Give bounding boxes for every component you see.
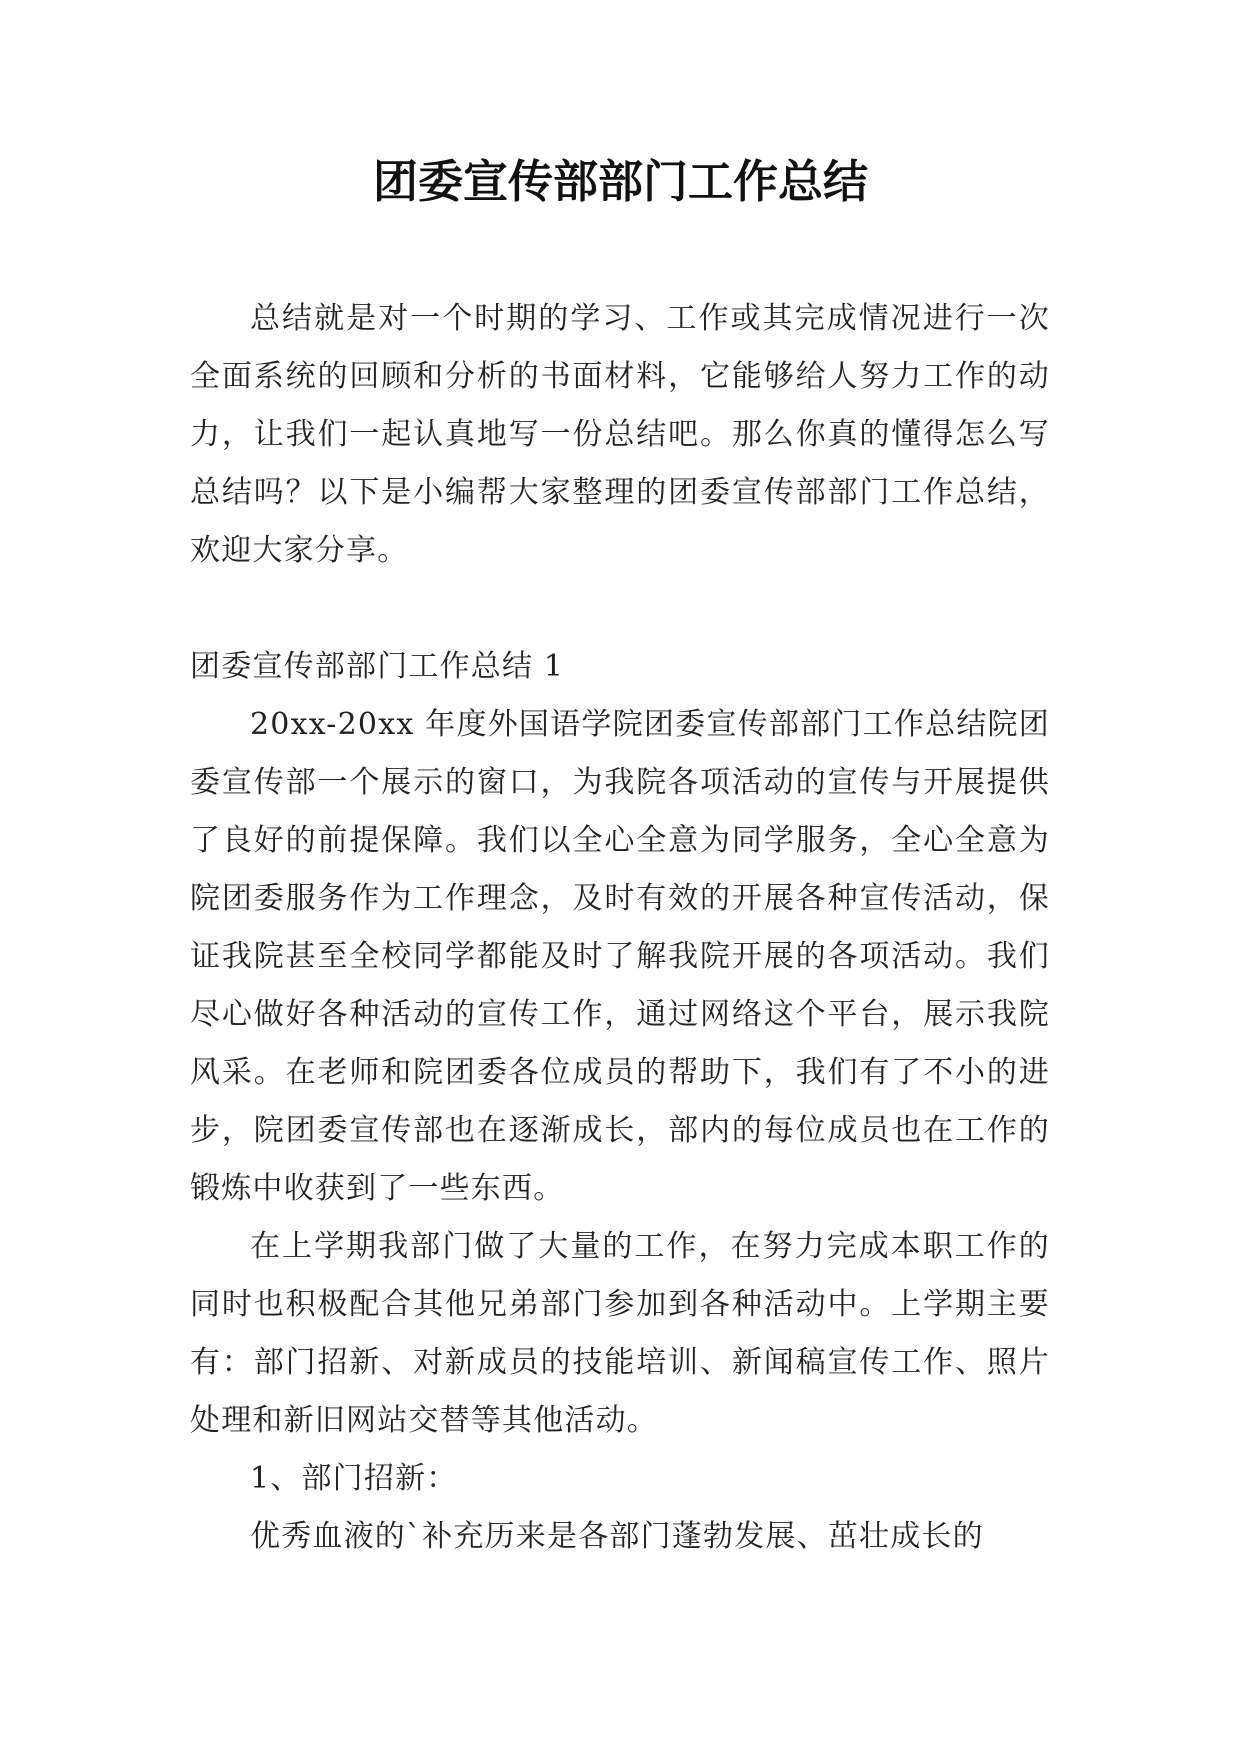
body-paragraph: 优秀血液的`补充历来是各部门蓬勃发展、茁壮成长的: [250, 1519, 984, 1554]
body-paragraph: 在上学期我部门做了大量的工作，在努力完成本职工作的同时也积极配合其他兄弟部门参加到各种活动中。上学期主要有：部门招新、对新成员的技能培训、新闻稿宣传工作、照片处理和新旧网站交替等其他活动。: [190, 1229, 1050, 1438]
intro-paragraph: 总结就是对一个时期的学习、工作或其完成情况进行一次全面系统的回顾和分析的书面材料，它能够给人努力工作的动力，让我们一起认真地写一份总结吧。那么你真的懂得怎么写总结吗？以下是小编帮大家整理的团委宣传部部门工作总结，欢迎大家分享。: [190, 301, 1050, 568]
section-heading: 团委宣传部部门工作总结 1: [190, 649, 565, 684]
document-title: 团委宣传部部门工作总结: [372, 155, 868, 208]
paragraph-gap: [190, 580, 1050, 638]
body-paragraph: 20xx-20xx 年度外国语学院团委宣传部部门工作总结院团委宣传部一个展示的窗口，为我院各项活动的宣传与开展提供了良好的前提保障。我们以全心全意为同学服务，全心全意为院团委服务作为工作理念，及时有效的开展各种宣传活动，保证我院甚至全校同学都能及时了解我院开展的各项活动。我们尽心做好各种活动的宣传工作，通过网络这个平台，展示我院风采。在老师和院团委各位成员的帮助下，我们有了不小的进步，院团委宣传部也在逐渐成长，部内的每位成员也在工作的锻炼中收获到了一些东西。: [190, 707, 1050, 1206]
document-body: [190, 290, 1050, 1566]
list-item-heading: 1、部门招新：: [250, 1461, 458, 1496]
